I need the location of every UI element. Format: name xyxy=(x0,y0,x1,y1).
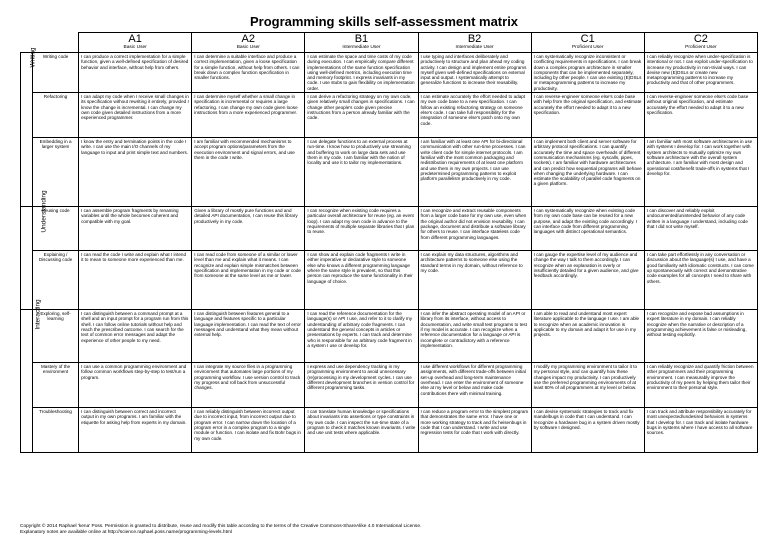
skill-cell: I can reverse-engineer someone else's code base with help from the original specification, and estimate accurately the effort needed to adapt it to a new specification. xyxy=(531,93,644,138)
table-row xyxy=(21,53,758,93)
level-desc: Intermediate User xyxy=(455,45,494,50)
skill-cell: I can delegate functions to an external process at run-time. I know how to productively use streaming and buffering to work on large data sets and use them in my code. I am familiar with the notion of locality and use it to tailor my implementations. xyxy=(305,138,418,207)
level-header-b2 xyxy=(418,33,531,53)
skill-cell: I can read the reference documentation for the language(s) or API I use, and refer to it to clarify my understanding of arbitrary code fragments. I can understand the general concepts in articles or presentations by experts. I can track and determine who is responsible for an arbitrary code fragment in a system I use or develop for. xyxy=(305,310,418,363)
skill-cell: I can explain my data structures, algorithms and architecture patterns to someone else using the standard terms in my domain, without reference to my code. xyxy=(418,251,531,310)
notes-link-line: Explanatory notes are available online at http://science.raphael.poss.name/programming-levels.html xyxy=(20,529,232,535)
skill-cell: I can reliably recognize and quantify friction between other programmers and their programming environment. I can measurably improve the productivity of my peers by helping them tailor their environment to their personal style. xyxy=(644,363,757,408)
skill-cell: I can derive a refactoring strategy on my own code, given relatively small changes in specifications. I can change other people's code given precise instructions from a person already familiar with the code. xyxy=(305,93,418,138)
skill-cell: I can reliably recognize when under-specification is intentional or not. I can exploit under-specification to increase my productivity in non-trivial ways. I can devise new (E)DSLs or create new metaprogramming patterns to increase my productivity and that of other programmers. xyxy=(644,53,757,93)
skill-cell: I can distinguish between correct and incorrect output in my own programs. I am familiar with the etiquette for asking help from experts in my domain. xyxy=(79,408,192,453)
copyright-notice xyxy=(20,524,760,535)
skill-cell: I can discover and reliably exploit undocumented/unintended behavior of any code written in a language I understand, including code that I did not write myself. xyxy=(644,207,757,251)
level-code: C1 xyxy=(580,33,595,45)
skill-cell: I can distinguish between features general to a language and features specific to a particular language implementation. I can read the text of error messages and understand what they mean without external help. xyxy=(192,310,305,363)
skill-cell: I can take part effortlessly in any conversation or discussion about the language(s) I use, and have a good familiarity with idiomatic constructs. I can come up spontaneously with correct and demonstrative code examples for all concepts I need to share with others. xyxy=(644,251,757,310)
skill-cell: I can produce a correct implementation for a simple function, given a well-defined specification of desired behavior and interface, without help from others. xyxy=(79,53,192,93)
row-label: Embedding in a larger system xyxy=(33,138,79,207)
skill-cell: I use typing and interfaces deliberately and productively to structure and plan ahead my coding activity. I can design and implement entire programs myself given well-defined specifications on external input and output. I systematically attempt to generalize functions to increase their reusability. xyxy=(418,53,531,93)
skill-cell: I know the entry and termination points in the code I write. I can use the main I/O channels of my language to input and print simple text and numbers. xyxy=(79,138,192,207)
skill-cell: I can recognize when existing code requires a particular overall architecture for reuse (eg. an event loop). I can adapt my own code in advance to the requirements of multiple separate libraries that I plan to reuse. xyxy=(305,207,418,251)
skill-cell: I can show and explain code fragments I write in either imperative or declarative style to someone else who knows a different programming language where the same style is prevalent, so that this person can reproduce the same functionality in their language of choice. xyxy=(305,251,418,310)
table-row xyxy=(21,408,758,453)
skill-cell: I express and use dependency tracking in my programming environment to avoid unnecessary (re)processing in my development cycles. I can use different development branches in version control for different programming tasks. xyxy=(305,363,418,408)
skill-cell: I can distinguish between a command prompt at a shell and an input prompt for a program run from this shell. I can follow online tutorials without help and reach the prescribed outcome. I can search for the text of common error messages and adapt the experience of other people to my need. xyxy=(79,310,192,363)
skill-cell: I can determine a suitable interface and produce a correct implementation, given a loose specification for a simple function, without help from others. I can break down a complex function specification in smaller functions. xyxy=(192,53,305,93)
license-line: Copyright © 2014 Raphael 'kena' Poss. Permission is granted to distribute, reuse and modify this table according to the terms of the Creative Commons-ShareAlike 4.0 International License. xyxy=(20,524,422,529)
level-code: A1 xyxy=(128,33,142,45)
skill-cell: I am familiar with at least one API for bi-directional communication with other run-time processes. I can write client code for simple internet protocols. I am familiar with the most common packaging and redistribution requirements of at least one platform and use them in my own projects. I can use predetermined programming patterns to exploit platform parallelism productively in my code. xyxy=(418,138,531,207)
skill-cell: I modify my programming environment to tailor it to my personal style, and can quantify how these changes impact my productivity. I can productively use the preferred programming environments of at least 80% of all programmers at my level or below. xyxy=(531,363,644,408)
table-row xyxy=(21,310,758,363)
skill-cell: I can estimate accurately the effort needed to adapt my own code base to a new specification. I can follow an existing refactoring strategy on someone else's code. I can take full responsibility for the integration of someone else's patch onto my own code. xyxy=(418,93,531,138)
row-label: Refactoring xyxy=(33,93,79,138)
category-writing xyxy=(21,47,37,207)
skill-cell: I can reduce a program error to the simplest program that demonstrates the same error. I have one or more working strategy to track and fix heisenbugs in code that I can understand. I write and use regression tests for code that I work with directly. xyxy=(418,408,531,453)
skill-cell: I can track and attribute responsibility accurately for most unexpected/undesired behaviors in systems that I develop for. I can track and isolate hardware bugs in systems where I have access to all software sources. xyxy=(644,408,757,453)
skill-cell: I can implement both client and server software for arbitrary protocol specifications. I can quantify accurately the time and space overheads of different communication mechanisms (eg. syscalls, pipes, sockets). I am familiar with hardware architectures and can predict how sequential programs will behave when changing the underlying hardware. I can estimate the scalability of parallel code fragments on a given platform. xyxy=(531,138,644,207)
level-desc: Basic User xyxy=(236,45,260,50)
skill-cell: I can recognize and expose bad assumptions in expert literature in my domain. I can reliably recognize when the narrative or description of a programming achievement is false or misleading, without testing explicitly. xyxy=(644,310,757,363)
table-row xyxy=(21,251,758,310)
skill-cell: I can estimate the space and time costs of my code during execution. I can empirically compare different implementations of the same function specification using well-defined metrics, including execution time and memory footprint. I express invariants in my code. I use stubs to gain flexibility on implementation order. xyxy=(305,53,418,93)
level-code: B2 xyxy=(467,33,482,45)
row-label: Writing code xyxy=(33,53,79,93)
skill-cell: I use different workflows for different programming assignments, with different trade-offs between initial set-up overhead and long-term maintenance overhead. I can enter the environment of someone else at my level or below and make code contributions there with minimal training. xyxy=(418,363,531,408)
row-label: Mastery of the environment xyxy=(33,363,79,408)
skill-cell: Given a library of mostly pure functions and and detailed API documentation, I can reuse this library productively in my code. xyxy=(192,207,305,251)
row-label: Reusing code xyxy=(33,207,79,251)
skill-cell: I am familiar with recommended mechanisms to accept program options/parameters from the execution environment and signal errors, and use them in the code I write. xyxy=(192,138,305,207)
level-desc: Intermediate User xyxy=(342,45,381,50)
skill-cell: I can devise systematic strategies to track and fix mandelbugs in code that I can understand. I can recognize a hardware bug in a system driven mostly by software I designed. xyxy=(531,408,644,453)
skill-cell: I can translate human knowledge or specifications about invariants into assertions or type constraints in my own code. I can inspect the run-time state of a program to check it matches known invariants. I write and use unit tests where applicable. xyxy=(305,408,418,453)
category-understanding xyxy=(21,190,48,310)
skill-cell: I can recognize and extract reusable components from a larger code base for my own use, even when the original author did not envision reusability. I can package, document and distribute a software library for others to reuse. I can interface stateless code from different programming languages. xyxy=(418,207,531,251)
level-desc: Proficient User xyxy=(571,45,604,50)
category-label: Understanding xyxy=(40,190,48,233)
category-label: Interacting xyxy=(34,299,42,330)
level-header-a2 xyxy=(192,33,305,53)
level-code: B1 xyxy=(354,33,369,45)
table-row xyxy=(21,138,758,207)
skill-cell: I can infer the abstract operating model of an API or library from its interface, without access to documentation, and write small test programs to test if my model is accurate. I can recognize when a reference documentation for a language or API is incomplete or contradictory with a reference implementation. xyxy=(418,310,531,363)
level-desc: Proficient User xyxy=(685,45,717,50)
skill-cell: I can reliably distinguish between incorrect output due to incorrect input, from incorrect output due to program error. I can narrow down the location of a program error in a complex program to a single module or function. I can isolate and fix Bohr bugs in my own code. xyxy=(192,408,305,453)
category-label: Writing xyxy=(29,47,37,68)
skill-cell: I can read the code I write and explain what I intend it to mean to someone more experienced than me. xyxy=(79,251,192,310)
level-desc: Basic User xyxy=(123,45,147,50)
level-header-c1 xyxy=(531,33,644,53)
page-title: Programming skills self-assessment matrix xyxy=(249,14,519,29)
skill-cell: I can determine myself whether a small change in specification is incremental or requires a large refactoring. I can change my own code given loose instructions from a more experienced programmer. xyxy=(192,93,305,138)
table-row xyxy=(21,207,758,251)
skills-matrix xyxy=(20,32,758,453)
table-row xyxy=(21,363,758,408)
category-interacting xyxy=(21,299,42,453)
skill-cell: I can use a common programming environment and follow common workflows step-by-step to test/run a program. xyxy=(79,363,192,408)
row-label: Explaining / Discussing code xyxy=(33,251,79,310)
skill-cell: I can read code from someone of a similar or lower level than me and explain what it means. I can recognize and explain simple mismatches between specification and implementation in my code or code from someone at the same level as me or lower. xyxy=(192,251,305,310)
skill-cell: I can reverse-engineer someone else's code base without original specification, and estimate accurately the effort needed to adapt it to a new specification. xyxy=(644,93,757,138)
skill-cell: I can integrate my source files in a programming environment that automates large portions of my programming workflow. I use version control to track my progress and roll back from unsuccessful changes. xyxy=(192,363,305,408)
skill-cell: I can adapt my code when I receive small changes in its specification without rewriting it entirely, provided I know the change is incremental. I can change my own code given detailed instructions from a more experienced programmer. xyxy=(79,93,192,138)
skill-cell: I can assemble program fragments by renaming variables until the whole becomes coherent and compatible with my goal. xyxy=(79,207,192,251)
skill-cell: I am familiar with most software architectures in use with systems I develop for. I can work together with system architects to mutually optimize my own software architecture with the overall system architecture. I am familiar with most design and operational cost/benefit trade-offs in systems that I develop for. xyxy=(644,138,757,207)
skill-cell: I can gauge the expertise level of my audience and change the way I talk to them accordingly. I can recognize when an explanation is overly or insufficiently detailed for a given audience, and give feedback accordingly. xyxy=(531,251,644,310)
skill-cell: I can systematically recognize inconsistent or conflicting requirements in specifications. I can break down a complex program architecture in smaller components that can be implemented separately, including by other people. I can use existing (E)DSLs or metaprogramming patterns to increase my productivity. xyxy=(531,53,644,93)
row-label: Exploring, self-learning xyxy=(33,310,79,363)
table-row xyxy=(21,93,758,138)
level-code: A2 xyxy=(241,33,256,45)
level-header-a1 xyxy=(79,33,192,53)
skill-cell: I can systematically recognize when existing code from my own code base can be reused for a new purpose, and adapt the existing code accordingly. I can interface code from different programming languages with distinct operational semantics. xyxy=(531,207,644,251)
skill-cell: I am able to read and understand most expert literature applicable to the language I use. I am able to recognize when an academic innovation is applicable to my domain and adapt it for use in my projects. xyxy=(531,310,644,363)
row-label: Troubleshooting xyxy=(33,408,79,453)
level-code: C2 xyxy=(693,33,708,45)
level-header-c2 xyxy=(644,33,757,53)
level-header-b1 xyxy=(305,33,418,53)
